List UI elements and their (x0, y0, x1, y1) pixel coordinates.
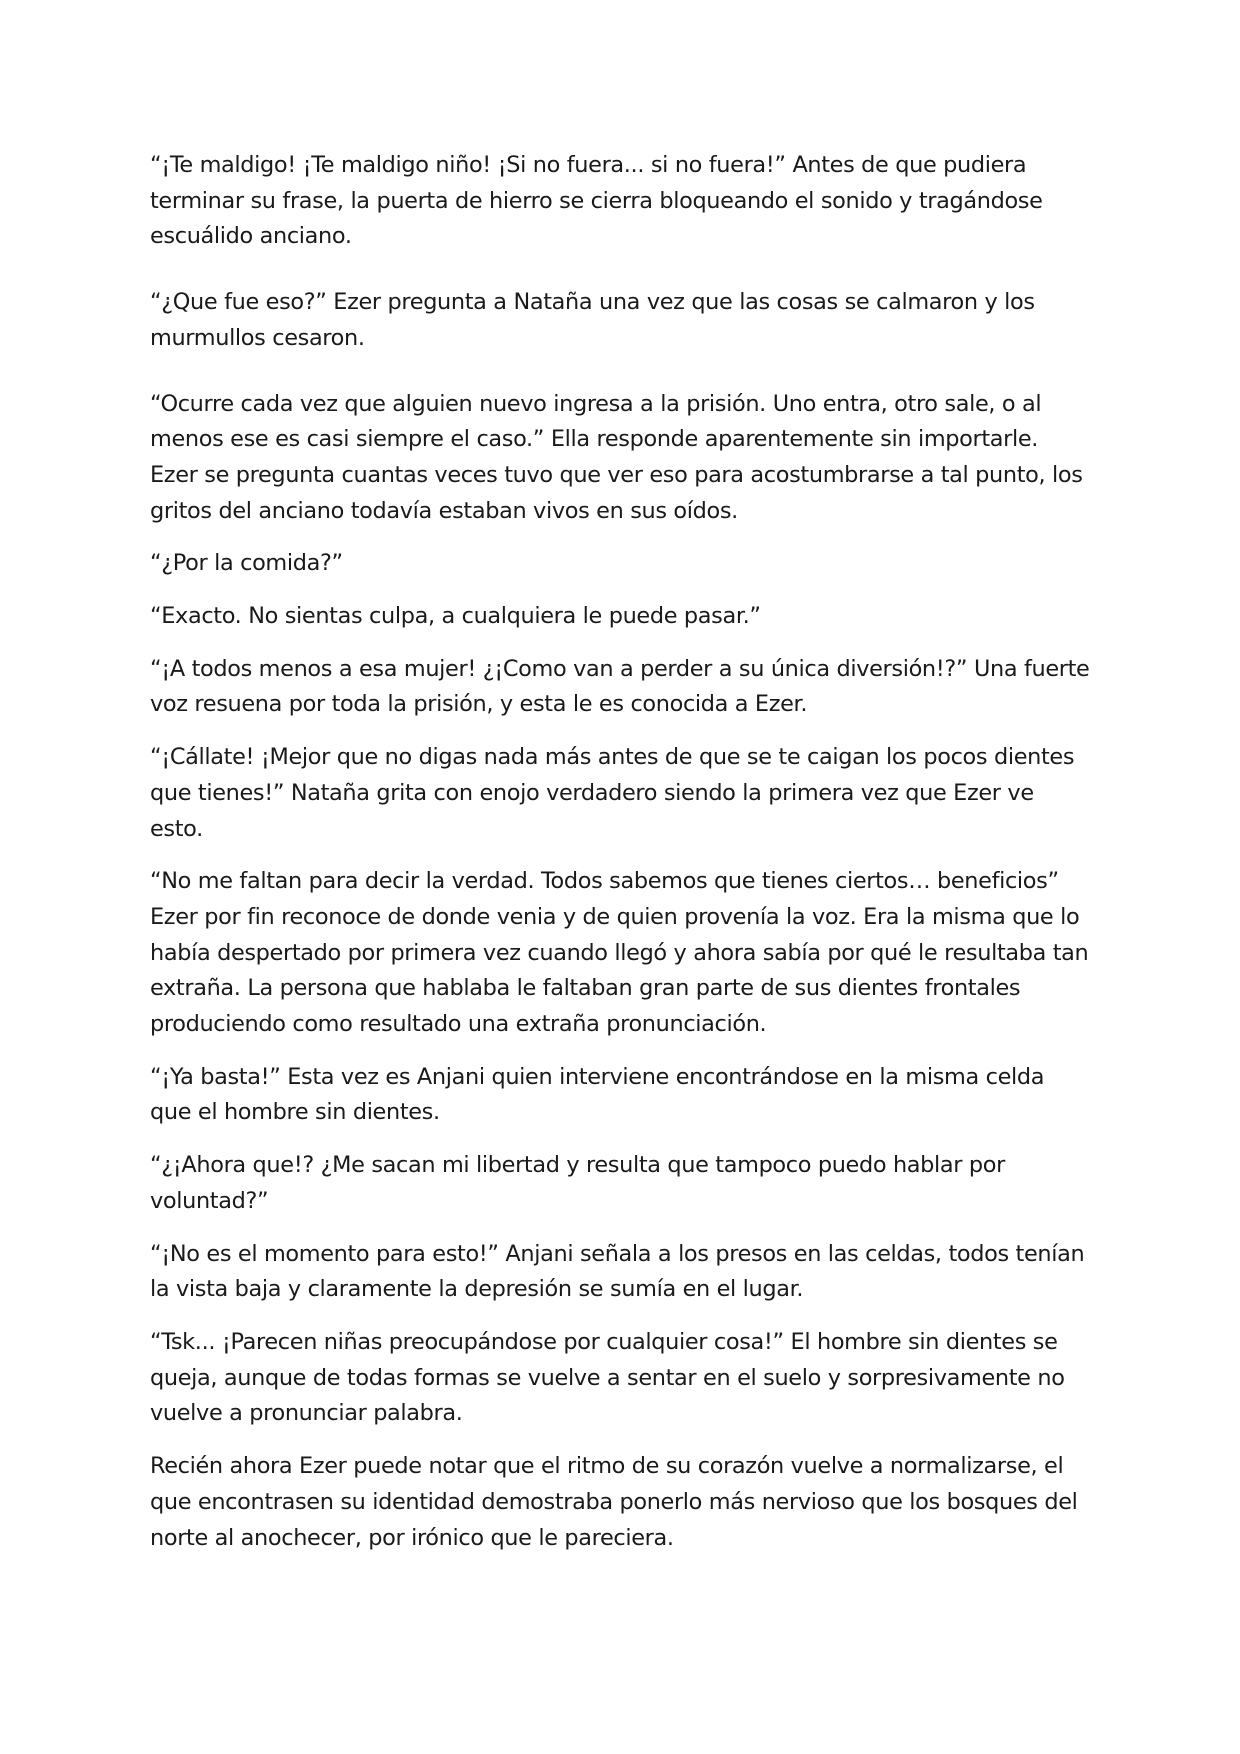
paragraph-10: “¿¡Ahora que!? ¿Me sacan mi libertad y resulta que tampoco puedo hablar por voluntad?” (150, 1152, 1005, 1214)
paragraph-11: “¡No es el momento para esto!” Anjani señala a los presos en las celdas, todos tenían la vista baja y claramente la depresión se sumía en el lugar. (150, 1240, 1085, 1303)
paragraph-5: “Exacto. No sientas culpa, a cualquiera le puede pasar.” (150, 603, 761, 630)
document-page (150, 148, 1090, 1556)
paragraph-1: “¡Te maldigo! ¡Te maldigo niño! ¡Si no fuera... si no fuera!” Antes de que pudiera terminar su frase, la puerta de hierro se cierra bloqueando el sonido y tragándose escuálido anciano. (150, 152, 1043, 250)
paragraph-3: “Ocurre cada vez que alguien nuevo ingresa a la prisión. Uno entra, otro sale, o al menos ese es casi siempre el caso.” Ella responde aparentemente sin importarle. Ezer se pregunta cuantas veces tuvo que ver eso para acostumbrarse a tal punto, los gritos del anciano todavía estaban vivos en sus oídos. (150, 390, 1083, 524)
paragraph-12: “Tsk... ¡Parecen niñas preocupándose por cualquier cosa!” El hombre sin dientes se queja, aunque de todas formas se vuelve a sentar en el suelo y sorpresivamente no vuelve a pronunciar palabra. (150, 1328, 1065, 1427)
paragraph-6: “¡A todos menos a esa mujer! ¿¡Como van a perder a su única diversión!?” Una fuerte voz resuena por toda la prisión, y esta le es conocida a Ezer. (150, 655, 1090, 718)
paragraph-2: “¿Que fue eso?” Ezer pregunta a Nataña una vez que las cosas se calmaron y los murmullos cesaron. (150, 289, 1035, 351)
paragraph-4: “¿Por la comida?” (150, 550, 343, 577)
paragraph-7: “¡Cállate! ¡Mejor que no digas nada más antes de que se te caigan los pocos dientes que tienes!” Nataña grita con enojo verdadero siendo la primera vez que Ezer ve esto. (150, 744, 1075, 842)
paragraph-13: Recién ahora Ezer puede notar que el ritmo de su corazón vuelve a normalizarse, el que encontrasen su identidad demostraba ponerlo más nervioso que los bosques del norte al anochecer, por irónico que le pareciera. (150, 1453, 1078, 1551)
paragraph-8: “No me faltan para decir la verdad. Todos sabemos que tienes ciertos… beneficios” Ezer por fin reconoce de donde venia y de quien provenía la voz. Era la misma que lo había despertado por primera vez cuando llegó y ahora sabía por qué le resultaba tan extraña. La persona que hablaba le faltaban gran parte de sus dientes frontales produciendo como resultado una extraña pronunciación. (150, 868, 1089, 1038)
paragraph-9: “¡Ya basta!” Esta vez es Anjani quien interviene encontrándose en la misma celda que el hombre sin dientes. (150, 1063, 1045, 1126)
